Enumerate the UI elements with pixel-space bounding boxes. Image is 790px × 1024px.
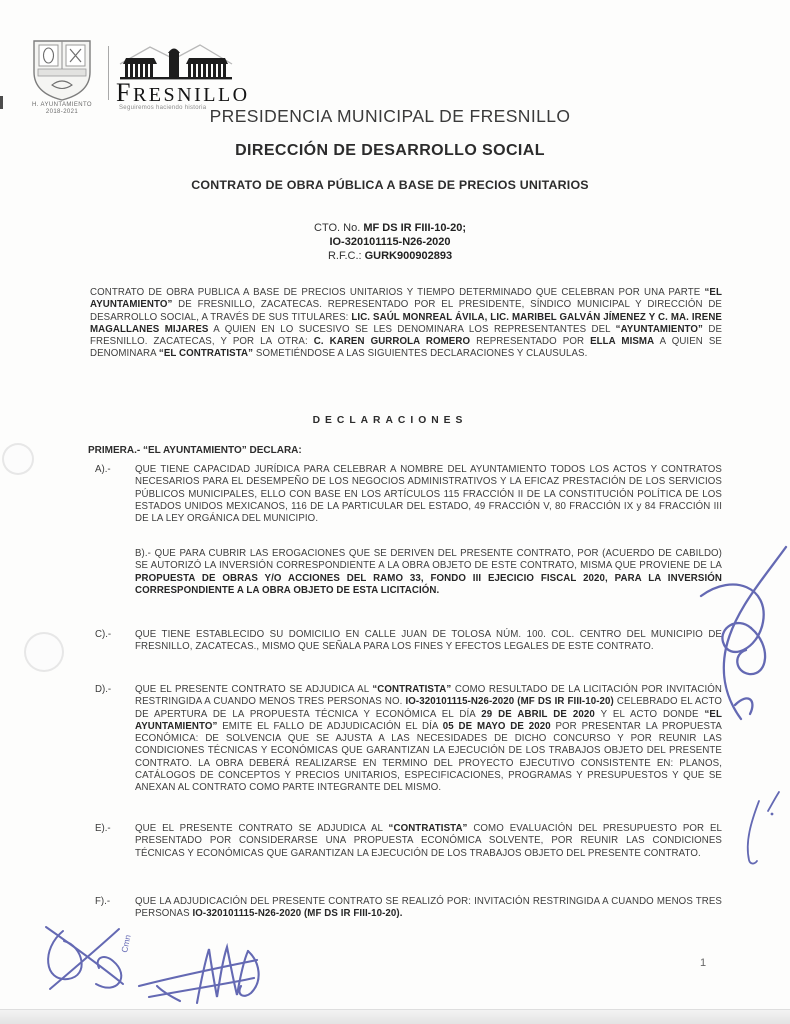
department-title: DIRECCIÓN DE DESARROLLO SOCIAL — [235, 142, 545, 159]
contract-reference-block — [0, 221, 780, 263]
rfc-line — [0, 249, 780, 263]
logo-divider — [108, 46, 109, 100]
fresnillo-logo-tagline: Seguiremos haciendo historia — [119, 105, 207, 111]
declaration-item-e: QUE EL PRESENTE CONTRATO SE ADJUDICA AL “CONTRATISTA” COMO EVALUACIÓN DEL PRESUPUESTO POR EL PRESENTADO POR CONSIDERARSE UNA PROPUESTA ECONÓMICA SOLVENTE, POR REUNIR LAS CONDICIONES TÉCNICAS Y ECONÓMICAS QUE GARANTIZAN LA EJECUCIÓN DE LOS TRABAJOS OBJETO DEL PRESENTE CONTRATO. — [135, 823, 723, 859]
crest-caption-line2: 2018-2021 — [45, 109, 79, 115]
scan-speck-artifact — [0, 96, 3, 109]
declaration-item-b: B).- QUE PARA CUBRIR LAS EROGACIONES QUE SE DERIVEN DEL PRESENTE CONTRATO, POR (ACUERDO DE CABILDO) SE AUTORIZÓ LA INVERSIÓN CORRESPONDIENTE A LA OBRA OBJETO DE ESTE CONTRATO, MISMA QUE PROVIENE DE LA PROPUESTA DE OBRAS Y/O ACCIONES DEL RAMO 33, FONDO III EJECICIO FISCAL 2020, PARA LA INVERSIÓN CORRESPONDIENTE A LA OBRA OBJETO DE ESTA LICITACIÓN. — [135, 548, 722, 596]
page-title: PRESIDENCIA MUNICIPAL DE FRESNILLO — [209, 106, 571, 126]
declaration-item-c: QUE TIENE ESTABLECIDO SU DOMICILIO EN CALLE JUAN DE TOLOSA NÚM. 100. COL. CENTRO DEL MUNICIPIO DE FRESNILLO, ZACATECAS., MISMO QUE SEÑALA PARA LOS FINES Y EFECTOS LEGALES DE ESTE CONTRATO. — [135, 629, 722, 653]
declaration-item-d: QUE EL PRESENTE CONTRATO SE ADJUDICA AL “CONTRATISTA” COMO RESULTADO DE LA LICITACIÓN POR INVITACIÓN RESTRINGIDA A CUANDO MENOS TRES PERSONAS NO. IO-320101115-N26-2020 (MF DS IR FIII-10-20) CELEBRADO EL ACTO DE APERTURA DE LA PROPUESTA TÉCNICA Y ECONÓMICA EL DÍA 29 DE ABRIL DE 2020 Y EL ACTO DONDE “EL AYUNTAMIENTO” EMITE EL FALLO DE ADJUDICACIÓN EL DÍA 05 DE MAYO DE 2020 POR PRESENTAR LA PROPUESTA ECONÓMICA: DE SOLVENCIA QUE SE AJUSTA A LAS NECESIDADES DE DICHO CONCURSO Y POR REUNIR LAS CONDICIONES TÉCNICAS Y ECONÓMICAS QUE GARANTIZAN LA EJECUCIÓN DE LOS TRABAJOS OBJETO DEL PRESENTE CONTRATO. LA OBRA DEBERÁ REALIZARSE EN TERMINO DEL PROYECTO EJECUTIVO CONSISTENTE EN: PLANOS, CATÁLOGOS DE CONCEPTOS Y PRECIOS UNITARIOS, ESPECIFICACIONES, PROGRAMAS Y PRESUPUESTOS Y QUE SE ANEXAN AL CONTRATO COMO PARTE INTEGRANTE DEL MISMO. — [135, 684, 723, 793]
cto-number-line — [0, 221, 780, 235]
item-label-e: E).- — [95, 823, 111, 834]
primera-heading: PRIMERA.- “EL AYUNTAMIENTO” DECLARA: — [88, 445, 302, 456]
signature-right-small-icon — [748, 792, 779, 864]
fresnillo-kiosk-icon — [116, 42, 238, 82]
declarations-heading: DECLARACIONES — [312, 415, 468, 426]
cto-value: MF DS IR FIII-10-20; — [363, 222, 466, 234]
contract-type-title: CONTRATO DE OBRA PÚBLICA A BASE DE PRECIOS UNITARIOS — [191, 178, 589, 192]
signature-annotation-text: Cmn — [119, 933, 133, 954]
cto-label: CTO. No. — [314, 222, 364, 234]
declaration-item-a: QUE TIENE CAPACIDAD JURÍDICA PARA CELEBRAR A NOMBRE DEL AYUNTAMIENTO TODOS LOS ACTOS Y CONTRATOS NECESARIOS PARA EL DESEMPEÑO DE LOS NEGOCIOS ADMINISTRATIVOS Y LA EFICAZ PRESTACIÓN DE LOS SERVICIOS PÚBLICOS MUNICIPALES, ELLO CON BASE EN LOS ARTÍCULOS 115 FRACCIÓN II DE LA CONSTITUCIÓN POLÍTICA DE LOS ESTADOS UNIDOS MEXICANOS, 116 DE LA PARTICULAR DEL ESTADO, 49 FRACCIÓN V, 80 FRACCIÓN IX y 84 FRACCIÓN III DE LA LEY ORGÁNICA DEL MUNICIPIO. — [135, 464, 722, 524]
rfc-label: R.F.C.: — [327, 250, 365, 262]
declaration-item-f: QUE LA ADJUDICACIÓN DEL PRESENTE CONTRATO SE REALIZÓ POR: INVITACIÓN RESTRINGIDA A CUANDO MENOS TRES PERSONAS IO-320101115-N26-2020 (MF DS IR FIII-10-20). — [135, 896, 722, 920]
signature-bottom-left-icon — [46, 927, 123, 989]
municipal-crest — [20, 38, 104, 116]
io-number: IO-320101115-N26-2020 — [329, 236, 451, 248]
item-label-f: F).- — [95, 896, 111, 907]
crest-shield-icon — [20, 38, 104, 102]
crest-caption-line1: H. AYUNTAMIENTO — [31, 102, 92, 108]
fresnillo-logo-text: FRESNILLO — [116, 78, 250, 107]
page-number: 1 — [700, 957, 707, 969]
intro-paragraph: CONTRATO DE OBRA PUBLICA A BASE DE PRECIOS UNITARIOS Y TIEMPO DETERMINADO QUE CELEBRAN POR UNA PARTE “EL AYUNTAMIENTO” DE FRESNILLO, ZACATECAS. REPRESENTADO POR EL PRESIDENTE, SÍNDICO MUNICIPAL Y DIRECCIÓN DE DESARROLLO SOCIAL, A TRAVÉS DE SUS TITULARES: LIC. SAÚL MONREAL ÁVILA, LIC. MARIBEL GALVÁN JÍMENEZ Y C. MA. IRENE MAGALLANES MIJARES A QUIEN EN LO SUCESIVO SE LES DENOMINARA LOS REPRESENTANTES DEL “AYUNTAMIENTO” DE FRESNILLO. ZACATECAS, Y POR LA OTRA: C. KAREN GURROLA ROMERO REPRESENTADO POR ELLA MISMA A QUIEN SE DENOMINARA “EL CONTRATISTA” SOMETIÉNDOSE A LAS SIGUIENTES DECLARACIONES Y CLAUSULAS. — [90, 287, 723, 360]
rfc-value: GURK900902893 — [364, 250, 453, 262]
signature-bottom-center-icon — [139, 947, 259, 1003]
item-label-c: C).- — [95, 629, 112, 640]
fresnillo-logo — [116, 42, 256, 111]
item-label-a: A).- — [95, 464, 111, 475]
item-label-d: D).- — [95, 684, 112, 695]
scan-edge-band — [0, 1009, 790, 1024]
hole-punch-artifact — [24, 632, 64, 672]
hole-punch-artifact — [2, 443, 34, 475]
